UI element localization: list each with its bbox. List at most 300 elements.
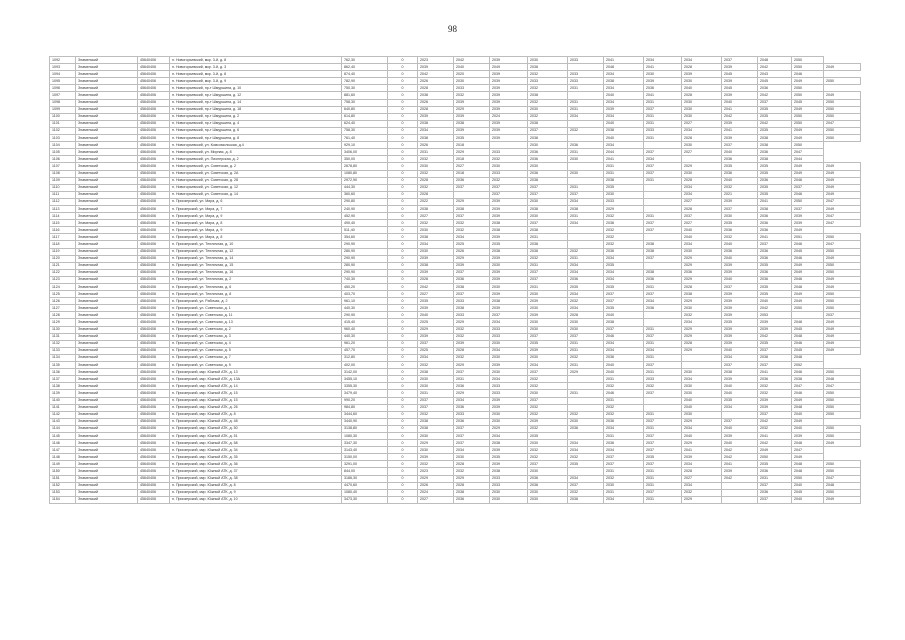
table-cell: 2039	[722, 312, 758, 319]
table-cell: Знаменский	[76, 255, 138, 262]
table-cell: Знаменский	[76, 156, 138, 163]
table-cell	[682, 362, 722, 369]
table-cell: 457,70	[342, 347, 388, 354]
table-cell: 2037	[528, 276, 568, 283]
table-cell: п. Новогорьевский, пр-т Шмуршина, д. 8	[170, 135, 342, 142]
table-cell: 2036	[528, 149, 568, 156]
table-cell: 0	[388, 142, 418, 149]
table-cell: 2028	[454, 461, 490, 468]
table-cell: 2032	[722, 184, 758, 191]
table-cell: 0	[388, 170, 418, 177]
table-cell: 1122	[50, 269, 76, 276]
table-cell: п. Приозерский, ул. Тепличная, д. 14	[170, 255, 342, 262]
table-cell: Знаменский	[76, 248, 138, 255]
table-cell: 2036	[454, 418, 490, 425]
table-cell: 2048	[792, 319, 824, 326]
table-cell: 2039	[490, 99, 528, 106]
table-cell: п. Приозерский, ул. Тепличная, д. 6	[170, 284, 342, 291]
table-cell: 45640406	[138, 376, 170, 383]
table-cell: 1124	[50, 284, 76, 291]
table-cell: 2030	[682, 106, 722, 113]
table-cell: 45640406	[138, 227, 170, 234]
table-cell: Знаменский	[76, 425, 138, 432]
table-cell: 2048	[604, 64, 644, 71]
table-cell: 1114	[50, 213, 76, 220]
table-cell: п. Приозерский, ул. Советская, д. 2	[170, 326, 342, 333]
table-cell: 2050	[792, 113, 824, 120]
table-cell: 2040	[722, 440, 758, 447]
table-cell: 2047	[824, 475, 861, 482]
table-cell: 0	[388, 411, 418, 418]
table-cell: 2049	[824, 284, 861, 291]
table-cell: 2050	[824, 468, 861, 475]
table-cell: 2050	[824, 234, 861, 241]
table-cell: 440,30	[342, 333, 388, 340]
table-cell: Знаменский	[76, 454, 138, 461]
table-row	[50, 496, 861, 503]
table-cell: 2037	[528, 184, 568, 191]
table-cell: 2035	[644, 454, 682, 461]
table-cell: 1092	[50, 57, 76, 64]
table-cell: 2039	[490, 305, 528, 312]
table-cell: 45640406	[138, 92, 170, 99]
table-cell: 2032	[528, 454, 568, 461]
table-cell: 2041	[644, 92, 682, 99]
table-row	[50, 248, 861, 255]
table-cell: 2030	[418, 432, 454, 439]
table-cell: 624,40	[342, 120, 388, 127]
table-cell: 2027	[682, 475, 722, 482]
table-cell: 2047	[792, 383, 824, 390]
table-cell: 2045	[758, 78, 792, 85]
table-cell: 2045	[792, 248, 824, 255]
table-cell: 2038	[644, 248, 682, 255]
table-cell: 2036	[644, 305, 682, 312]
table-cell: 2036	[604, 354, 644, 361]
table-cell: 1100	[50, 113, 76, 120]
table-row	[50, 475, 861, 482]
table-cell: 45640406	[138, 113, 170, 120]
table-cell: п. Приозерский, мкр. Южный АТК, д. 13	[170, 369, 342, 376]
table-cell: 2039	[604, 106, 644, 113]
table-cell: 2049	[792, 298, 824, 305]
table-cell: 2033	[454, 411, 490, 418]
table-cell: 2049	[824, 163, 861, 170]
table-row	[50, 276, 861, 283]
table-cell: 2018	[454, 142, 490, 149]
table-cell: 2039	[418, 255, 454, 262]
table-cell: 2036	[604, 418, 644, 425]
table-cell: 2034	[644, 298, 682, 305]
table-cell: 2039	[528, 312, 568, 319]
table-cell: 2029	[682, 347, 722, 354]
table-cell: 2030	[490, 489, 528, 496]
table-cell: 2050	[792, 120, 824, 127]
table-cell: 45640406	[138, 482, 170, 489]
table-cell: 2033	[490, 149, 528, 156]
table-cell: Знаменский	[76, 482, 138, 489]
table-row	[50, 227, 861, 234]
table-cell: 2035	[490, 454, 528, 461]
table-cell: 2038	[418, 425, 454, 432]
table-cell: 2050	[824, 390, 861, 397]
table-cell: 2030	[454, 78, 490, 85]
table-cell: 2028	[682, 177, 722, 184]
table-row	[50, 156, 861, 163]
table-cell: 0	[388, 362, 418, 369]
table-cell: 2042	[758, 418, 792, 425]
table-cell: 2037	[418, 397, 454, 404]
table-cell: 2034	[682, 184, 722, 191]
table-cell: 614,80	[342, 113, 388, 120]
table-cell: 45640406	[138, 191, 170, 198]
table-cell: 45640406	[138, 85, 170, 92]
table-row	[50, 468, 861, 475]
table-cell: 45640406	[138, 255, 170, 262]
table-cell: 2039	[722, 64, 758, 71]
table-cell: 2035	[528, 340, 568, 347]
table-cell: 1115	[50, 220, 76, 227]
table-cell: Знаменский	[76, 177, 138, 184]
table-row	[50, 284, 861, 291]
table-cell: 750,30	[342, 85, 388, 92]
table-cell: 2049	[824, 319, 861, 326]
table-cell: 2035	[604, 284, 644, 291]
table-cell: 2038	[528, 205, 568, 212]
table-cell: 2032	[568, 411, 604, 418]
table-row	[50, 291, 861, 298]
table-cell: 984,80	[342, 404, 388, 411]
table-cell: 2032	[454, 92, 490, 99]
table-cell: 0	[388, 354, 418, 361]
table-cell: 2046	[792, 191, 824, 198]
table-cell: 2034	[604, 276, 644, 283]
table-cell: 2050	[792, 64, 824, 71]
table-cell: 2039	[490, 85, 528, 92]
table-cell: 1109	[50, 177, 76, 184]
table-cell: 0	[388, 333, 418, 340]
table-cell: п. Приозерский, мкр. Южный АТК, д. 14	[170, 383, 342, 390]
table-cell: 0	[388, 269, 418, 276]
table-cell: 3440,90	[342, 418, 388, 425]
table-cell: 1111	[50, 191, 76, 198]
table-cell: 1139	[50, 390, 76, 397]
table-cell: 2032	[758, 383, 792, 390]
table-cell: 2037	[418, 404, 454, 411]
register-table-body	[50, 57, 861, 504]
table-cell	[722, 496, 758, 503]
table-cell: 1126	[50, 298, 76, 305]
table-cell: 1130	[50, 326, 76, 333]
table-cell: 2029	[682, 440, 722, 447]
table-cell: 2030	[490, 369, 528, 376]
table-cell: 2047	[792, 447, 824, 454]
table-cell: 1132	[50, 340, 76, 347]
table-cell: 2030	[418, 227, 454, 234]
table-cell: 45640406	[138, 312, 170, 319]
table-cell: 2040	[682, 432, 722, 439]
table-cell: п. Приозерский, ул. Тепличная, д. 2	[170, 276, 342, 283]
table-cell: 2037	[454, 213, 490, 220]
table-cell: 2034	[682, 241, 722, 248]
table-cell: 2037	[792, 205, 824, 212]
table-cell: 2036	[758, 85, 792, 92]
table-cell: 2026	[418, 99, 454, 106]
table-cell: 2036	[528, 156, 568, 163]
table-row	[50, 354, 861, 361]
table-cell: 45640406	[138, 397, 170, 404]
table-cell: 2034	[568, 220, 604, 227]
table-cell: 2032	[528, 376, 568, 383]
table-cell: 0	[388, 248, 418, 255]
table-cell: 2049	[824, 255, 861, 262]
table-cell: 2036	[454, 404, 490, 411]
table-cell: 1112	[50, 198, 76, 205]
table-cell: 2032	[418, 170, 454, 177]
table-cell	[568, 383, 604, 390]
table-cell: 2038	[644, 269, 682, 276]
table-cell: 2031	[568, 213, 604, 220]
table-cell: Знаменский	[76, 78, 138, 85]
table-cell: 1141	[50, 404, 76, 411]
table-cell: 2031	[528, 234, 568, 241]
table-cell: 2035	[418, 298, 454, 305]
table-cell: п. Новогорьевский, ул. Пионерская, д. 2	[170, 156, 342, 163]
table-cell	[722, 482, 758, 489]
table-cell: 2031	[568, 347, 604, 354]
table-cell: 2037	[528, 220, 568, 227]
table-cell: Знаменский	[76, 298, 138, 305]
table-cell: 312,80	[342, 354, 388, 361]
table-cell: 2030	[528, 198, 568, 205]
table-cell: 2031	[644, 468, 682, 475]
table-cell	[454, 191, 490, 198]
table-cell: 2049	[824, 340, 861, 347]
table-cell: п. Новогорьевский, ул. Советская, д. 2	[170, 163, 342, 170]
table-cell: 2048	[792, 468, 824, 475]
table-cell: 2034	[568, 262, 604, 269]
table-cell: 2037	[528, 269, 568, 276]
table-cell: 1152	[50, 482, 76, 489]
table-cell: 45640406	[138, 454, 170, 461]
table-cell: 0	[388, 383, 418, 390]
table-cell: 2049	[792, 170, 824, 177]
table-cell: 2036	[758, 269, 792, 276]
table-cell: 2038	[418, 120, 454, 127]
table-cell	[644, 142, 682, 149]
table-cell: 45640406	[138, 362, 170, 369]
table-cell: 1133	[50, 347, 76, 354]
table-cell: 2037	[722, 418, 758, 425]
table-cell: 2049	[824, 177, 861, 184]
table-cell: 2034	[604, 425, 644, 432]
table-cell: 2028	[454, 347, 490, 354]
table-cell: 2032	[490, 177, 528, 184]
table-cell: 2030	[490, 284, 528, 291]
table-cell: Знаменский	[76, 376, 138, 383]
table-cell: 3355,30	[342, 383, 388, 390]
table-cell: 2036	[758, 220, 792, 227]
table-cell: п. Приозерский, ул. Советская, д. 7	[170, 354, 342, 361]
table-cell: Знаменский	[76, 71, 138, 78]
table-cell: 2035	[758, 106, 792, 113]
table-cell: 290,80	[342, 198, 388, 205]
table-row	[50, 78, 861, 85]
table-cell: 0	[388, 177, 418, 184]
table-cell: 2038	[758, 135, 792, 142]
table-cell: 2031	[568, 99, 604, 106]
table-cell: Знаменский	[76, 319, 138, 326]
table-row	[50, 333, 861, 340]
table-cell	[722, 489, 758, 496]
table-cell: 2034	[682, 191, 722, 198]
table-cell: 2041	[722, 106, 758, 113]
table-cell: 2049	[824, 92, 861, 99]
table-cell: 2027	[682, 120, 722, 127]
table-cell: 2030	[528, 305, 568, 312]
table-row	[50, 220, 861, 227]
table-cell: п. Приозерский, ул. Мира, д. 9	[170, 227, 342, 234]
table-cell: 2042	[454, 57, 490, 64]
table-cell: 0	[388, 284, 418, 291]
table-cell	[568, 163, 604, 170]
table-cell: 2018	[454, 170, 490, 177]
table-cell: 2048	[792, 461, 824, 468]
table-row	[50, 177, 861, 184]
table-cell: 2038	[528, 120, 568, 127]
table-cell: 2033	[490, 383, 528, 390]
table-cell: 2040	[682, 85, 722, 92]
table-cell: 2039	[418, 64, 454, 71]
table-cell: Знаменский	[76, 291, 138, 298]
table-cell: 2034	[722, 354, 758, 361]
table-cell: 3473,30	[342, 496, 388, 503]
table-cell: 1145	[50, 432, 76, 439]
table-cell	[568, 432, 604, 439]
table-cell: 2039	[490, 404, 528, 411]
table-cell: 0	[388, 291, 418, 298]
table-cell: 2041	[722, 461, 758, 468]
table-cell: 2049	[490, 64, 528, 71]
table-cell: 2032	[568, 298, 604, 305]
table-cell: 3444,60	[342, 411, 388, 418]
table-cell: 2037	[722, 142, 758, 149]
table-row	[50, 298, 861, 305]
table-cell: 3455,10	[342, 376, 388, 383]
table-cell: 280,90	[342, 262, 388, 269]
table-cell: 2030	[604, 482, 644, 489]
table-cell: 2031	[568, 85, 604, 92]
table-cell: 1116	[50, 227, 76, 234]
table-cell	[568, 234, 604, 241]
table-cell: 2038	[418, 234, 454, 241]
table-cell: п. Новогорьевский, ул. Мирная, д. 8	[170, 149, 342, 156]
table-cell: 2035	[758, 291, 792, 298]
table-cell: 2038	[454, 489, 490, 496]
table-cell: 2037	[604, 461, 644, 468]
table-cell: 2035	[604, 262, 644, 269]
table-cell: 2032	[722, 234, 758, 241]
table-cell: п. Приозерский, ул. Советская, д. 3	[170, 333, 342, 340]
table-cell: 1154	[50, 496, 76, 503]
table-cell: 844,00	[342, 468, 388, 475]
table-cell: 360,60	[342, 191, 388, 198]
table-cell: 2042	[758, 305, 792, 312]
table-cell: 2038	[528, 227, 568, 234]
table-cell: 2049	[792, 227, 824, 234]
table-cell: Знаменский	[76, 369, 138, 376]
table-cell: 2034	[568, 475, 604, 482]
table-cell: 2036	[758, 227, 792, 234]
table-cell: 2038	[758, 156, 792, 163]
table-cell: 2029	[604, 205, 644, 212]
table-cell: 2037	[758, 347, 792, 354]
table-cell: 511,40	[342, 227, 388, 234]
table-cell: 2037	[490, 191, 528, 198]
table-cell: 45640406	[138, 276, 170, 283]
table-cell: 2050	[792, 305, 824, 312]
table-cell: 2032	[528, 411, 568, 418]
table-cell: 45640406	[138, 496, 170, 503]
table-cell: 1128	[50, 312, 76, 319]
table-cell: 2034	[604, 340, 644, 347]
table-cell: 2018	[454, 156, 490, 163]
table-cell: 45640406	[138, 149, 170, 156]
table-cell: 2037	[454, 291, 490, 298]
table-cell: 2034	[568, 305, 604, 312]
table-cell: 2041	[758, 234, 792, 241]
table-cell	[682, 354, 722, 361]
table-cell: 2050	[824, 298, 861, 305]
table-cell: 45640406	[138, 198, 170, 205]
table-cell: 2025	[418, 319, 454, 326]
table-cell: 2021	[722, 191, 758, 198]
table-cell: 45640406	[138, 432, 170, 439]
table-cell: 2050	[824, 489, 861, 496]
table-cell: 2038	[528, 92, 568, 99]
table-cell: 2032	[528, 99, 568, 106]
table-cell: 2032	[528, 425, 568, 432]
table-cell: 3291,00	[342, 461, 388, 468]
table-cell: 2039	[418, 269, 454, 276]
table-cell: 2031	[568, 340, 604, 347]
table-cell: 2028	[682, 135, 722, 142]
table-cell: 2036	[644, 276, 682, 283]
table-cell: 2032	[418, 156, 454, 163]
table-cell: 2049	[792, 106, 824, 113]
table-cell: 2031	[454, 376, 490, 383]
table-cell: 2038	[604, 78, 644, 85]
table-cell: 2032	[528, 113, 568, 120]
table-cell: 2032	[454, 468, 490, 475]
table-cell: п. Приозерский, мкр. Южный АТК, д. 48	[170, 418, 342, 425]
table-cell: 0	[388, 262, 418, 269]
table-cell: 2030	[682, 411, 722, 418]
table-cell: 1121	[50, 262, 76, 269]
table-cell: 2039	[758, 319, 792, 326]
table-cell: 2037	[454, 369, 490, 376]
table-cell: 2037	[604, 454, 644, 461]
table-cell: 2050	[792, 92, 824, 99]
table-cell: Знаменский	[76, 411, 138, 418]
table-cell: 0	[388, 227, 418, 234]
table-cell: 1110	[50, 184, 76, 191]
table-cell: 2031	[644, 113, 682, 120]
table-cell: п. Приозерский, мкр. Южный АТК, д. 8	[170, 411, 342, 418]
table-cell: 2037	[644, 390, 682, 397]
table-cell: 2030	[682, 99, 722, 106]
table-cell: 2020	[454, 71, 490, 78]
